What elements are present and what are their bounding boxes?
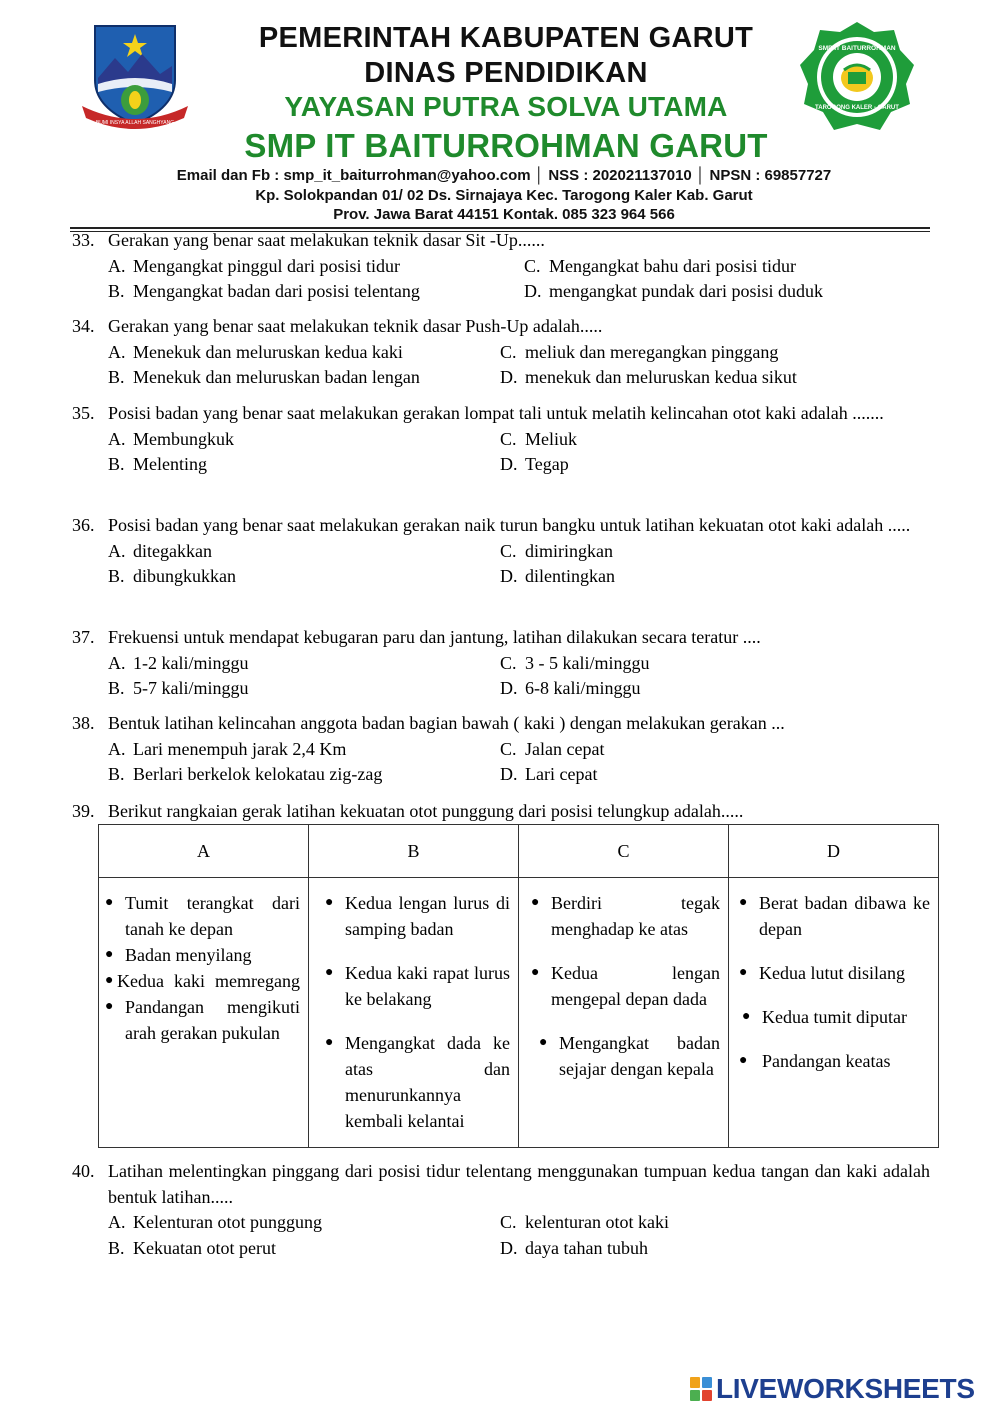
question-number: 36.: [72, 515, 95, 535]
option-d[interactable]: D. dilentingkan: [500, 566, 615, 586]
list-item: ● Kedua kaki memregang: [105, 968, 300, 994]
question-36: [72, 513, 930, 590]
question-number: 40.: [72, 1161, 95, 1181]
option-d[interactable]: D. daya tahan tubuh: [500, 1237, 648, 1258]
question-number: 33.: [72, 230, 95, 250]
bullet-icon: ●: [739, 965, 748, 980]
table-cell-c: [519, 878, 729, 1148]
question-text: Posisi badan yang benar saat melakukan gerakan naik turun bangku untuk latihan kekuatan otot kaki adalah .....: [108, 515, 911, 535]
question-39: [72, 799, 930, 825]
list-item: ● Kedua lengan mengepal depan dada: [531, 960, 720, 1012]
option-c[interactable]: C. Jalan cepat: [500, 738, 605, 759]
question-number: 39.: [72, 801, 95, 821]
bullet-icon: ●: [325, 965, 334, 980]
table-cell-b: [309, 878, 519, 1148]
table-header-d[interactable]: D: [729, 825, 939, 878]
liveworksheets-logo-icon: [690, 1377, 712, 1401]
bullet-icon: ●: [742, 1009, 751, 1024]
header-school-name: SMP IT BAITURROHMAN GARUT: [244, 127, 768, 164]
question-35: [72, 401, 930, 478]
list-item: ● Kedua kaki rapat lurus ke belakang: [325, 960, 510, 1012]
list-item: ● Kedua lengan lurus di samping badan: [325, 890, 510, 942]
option-c[interactable]: C. kelenturan otot kaki: [500, 1212, 669, 1232]
list-item: ● Mengangkat dada ke atas dan menurunkannya kembali kelantai: [325, 1030, 510, 1134]
question-33: [72, 228, 930, 305]
question-text: Gerakan yang benar saat melakukan teknik dasar Push-Up adalah.....: [108, 316, 603, 336]
header-government-title: PEMERINTAH KABUPATEN GARUT: [258, 22, 754, 54]
question-number: 34.: [72, 316, 95, 336]
list-item: ● Badan menyilang: [105, 942, 300, 968]
option-c[interactable]: C. Mengangkat bahu dari posisi tidur: [524, 255, 796, 276]
question-text: Latihan melentingkan pinggang dari posisi tidur telentang menggunakan tumpuan kedua tangan dan kaki adalah bentuk latihan.....: [108, 1161, 930, 1207]
option-a[interactable]: A. Menekuk dan meluruskan kedua kaki: [108, 341, 403, 362]
option-d[interactable]: D. Lari cepat: [500, 764, 598, 784]
list-item: ● Pandangan keatas: [739, 1048, 930, 1074]
svg-text:BUMI INSYA ALLAH SANGHYANG: BUMI INSYA ALLAH SANGHYANG: [95, 120, 175, 126]
option-d[interactable]: D. mengangkat pundak dari posisi duduk: [524, 281, 823, 301]
question-38: [72, 711, 930, 788]
bullet-icon: ●: [531, 965, 540, 980]
option-d[interactable]: D. menekuk dan meluruskan kedua sikut: [500, 367, 797, 387]
option-c[interactable]: C. 3 - 5 kali/minggu: [500, 652, 650, 673]
list-item: ● Kedua tumit diputar: [739, 1004, 930, 1030]
bullet-icon: ●: [105, 973, 114, 988]
option-c[interactable]: C. meliuk dan meregangkan pinggang: [500, 341, 779, 362]
letterhead: [0, 0, 1000, 232]
header-foundation-title: YAYASAN PUTRA SOLVA UTAMA: [284, 91, 728, 122]
question-37: [72, 625, 930, 702]
option-b[interactable]: B. dibungkukkan: [108, 566, 236, 586]
question-39-options-table: [98, 824, 939, 1148]
question-34: [72, 314, 930, 391]
question-40: [72, 1159, 930, 1261]
svg-text:SMP IT BAITURROHMAN: SMP IT BAITURROHMAN: [818, 45, 896, 52]
question-text: Posisi badan yang benar saat melakukan gerakan lompat tali untuk melatih kelincahan otot kaki adalah .......: [108, 403, 884, 423]
option-a[interactable]: A. Mengangkat pinggul dari posisi tidur: [108, 255, 400, 276]
table-cell-d: [729, 878, 939, 1148]
option-a[interactable]: A. ditegakkan: [108, 540, 212, 561]
question-number: 35.: [72, 403, 95, 423]
question-text: Gerakan yang benar saat melakukan teknik dasar Sit -Up......: [108, 230, 545, 250]
brand-text: LIVEWORKSHEETS: [716, 1373, 975, 1404]
bullet-icon: ●: [105, 947, 114, 962]
list-item: ● Berdiri tegak menghadap ke atas: [531, 890, 720, 942]
bullet-icon: ●: [739, 1053, 748, 1068]
header-department-title: DINAS PENDIDIKAN: [364, 57, 648, 89]
bullet-icon: ●: [325, 895, 334, 910]
list-item: ● Berat badan dibawa ke depan: [739, 890, 930, 942]
bullet-icon: ●: [105, 895, 114, 910]
list-item: ● Kedua lutut disilang: [739, 960, 930, 986]
question-text: Berikut rangkaian gerak latihan kekuatan otot punggung dari posisi telungkup adalah.....: [108, 801, 744, 821]
bullet-icon: ●: [105, 999, 114, 1014]
option-b[interactable]: B. Berlari berkelok kelokatau zig-zag: [108, 764, 383, 784]
bullet-icon: ●: [539, 1035, 548, 1050]
list-item: ● Tumit terangkat dari tanah ke depan: [105, 890, 300, 942]
option-b[interactable]: B. Menekuk dan meluruskan badan lengan: [108, 367, 420, 387]
header-address: Kp. Solokpandan 01/ 02 Ds. Sirnajaya Kec. Tarogong Kaler Kab. Garut: [255, 187, 753, 204]
option-d[interactable]: D. 6-8 kali/minggu: [500, 678, 641, 698]
table-header-b[interactable]: B: [309, 825, 519, 878]
list-item: ● Pandangan mengikuti arah gerakan pukulan: [105, 994, 300, 1046]
header-province-contact: Prov. Jawa Barat 44151 Kontak. 085 323 964 566: [333, 206, 675, 223]
option-b[interactable]: B. 5-7 kali/minggu: [108, 678, 249, 698]
bullet-icon: ●: [531, 895, 540, 910]
school-emblem-logo: [796, 20, 918, 134]
option-c[interactable]: C. Meliuk: [500, 428, 577, 449]
bullet-icon: ●: [739, 895, 748, 910]
option-a[interactable]: A. Membungkuk: [108, 428, 234, 449]
question-text: Frekuensi untuk mendapat kebugaran paru dan jantung, latihan dilakukan secara teratur ....: [108, 627, 761, 647]
bullet-icon: ●: [325, 1035, 334, 1050]
svg-text:TAROGONG KALER - GARUT: TAROGONG KALER - GARUT: [815, 105, 899, 111]
option-a[interactable]: A. Lari menempuh jarak 2,4 Km: [108, 738, 347, 759]
liveworksheets-brand[interactable]: [690, 1374, 975, 1404]
option-a[interactable]: A. Kelenturan otot punggung: [108, 1212, 322, 1232]
option-d[interactable]: D. Tegap: [500, 454, 569, 474]
option-b[interactable]: B. Kekuatan otot perut: [108, 1237, 276, 1258]
table-header-c[interactable]: C: [519, 825, 729, 878]
list-item: ● Mengangkat badan sejajar dengan kepala: [531, 1030, 720, 1082]
question-text: Bentuk latihan kelincahan anggota badan bagian bawah ( kaki ) dengan melakukan gerakan ...: [108, 713, 785, 733]
question-number: 37.: [72, 627, 95, 647]
header-contact-email: Email dan Fb : smp_it_baiturrohman@yahoo.com │ NSS : 202021137010 │ NPSN : 69857727: [176, 167, 832, 184]
table-header-a[interactable]: A: [99, 825, 309, 878]
option-c[interactable]: C. dimiringkan: [500, 540, 613, 561]
option-a[interactable]: A. 1-2 kali/minggu: [108, 652, 249, 673]
option-b[interactable]: B. Melenting: [108, 454, 207, 474]
question-number: 38.: [72, 713, 95, 733]
table-cell-a: [99, 878, 309, 1148]
option-b[interactable]: B. Mengangkat badan dari posisi telentang: [108, 281, 420, 301]
